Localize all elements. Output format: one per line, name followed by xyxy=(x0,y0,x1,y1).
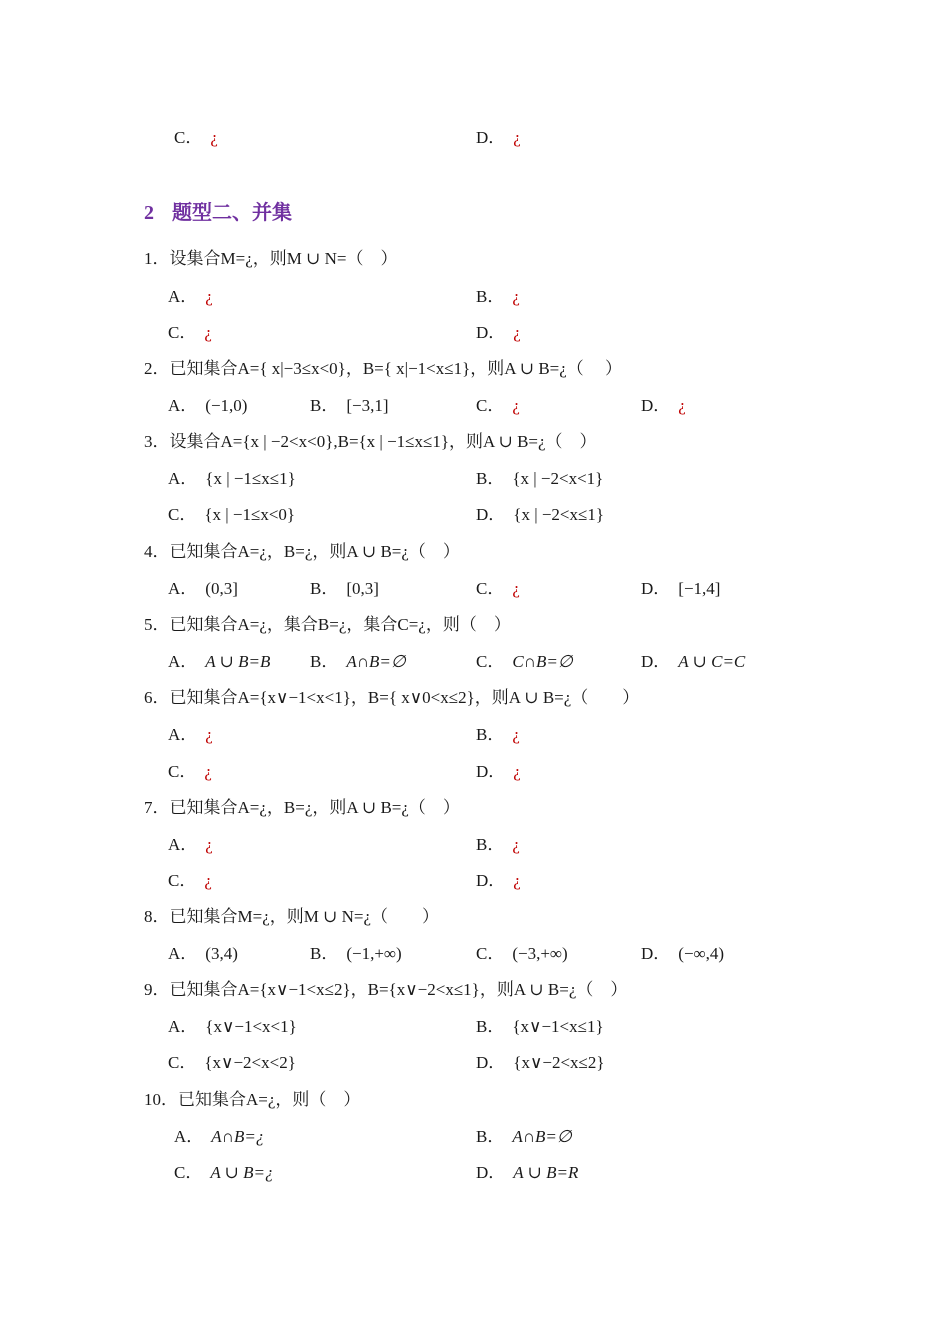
q5-option-b: B． A∩B=∅ xyxy=(310,652,406,671)
q2-option-a: A． (−1,0) xyxy=(168,396,248,415)
q2-option-b: B． [−3,1] xyxy=(310,396,389,415)
q3-option-b: B． {x | −2<x<1} xyxy=(476,469,604,488)
question-7: 7．已知集合A=¿，B=¿，则A ∪ B=¿（ ） xyxy=(144,798,460,817)
question-4: 4．已知集合A=¿，B=¿，则A ∪ B=¿（ ） xyxy=(144,542,460,561)
question-2: 2．已知集合A={ x|−3≤x<0}，B={ x|−1<x≤1}，则A ∪ B=¿（ ） xyxy=(144,359,623,378)
q10-option-a: A． A∩B=¿ xyxy=(174,1127,265,1146)
q5-option-c: C． C∩B=∅ xyxy=(476,652,573,671)
q9-option-d: D． {x∨−2<x≤2} xyxy=(476,1053,605,1072)
q10-option-c: C． A ∪ B=¿ xyxy=(174,1163,274,1182)
option-c: C． ¿ xyxy=(174,128,218,147)
q1-option-b: B． ¿ xyxy=(476,287,520,306)
question-3: 3．设集合A={x | −2<x<0},B={x | −1≤x≤1}，则A ∪ B=¿（ ） xyxy=(144,432,597,451)
q8-option-d: D． (−∞,4) xyxy=(641,944,725,963)
q7-option-a: A． ¿ xyxy=(168,835,213,854)
q6-option-b: B． ¿ xyxy=(476,725,520,744)
question-6: 6．已知集合A={x∨−1<x<1}，B={ x∨0<x≤2}，则A ∪ B=¿（ ） xyxy=(144,688,640,707)
q3-option-c: C． {x | −1≤x<0} xyxy=(168,505,296,524)
question-10: 10．已知集合A=¿，则（ ） xyxy=(144,1090,361,1109)
q2-option-d: D． ¿ xyxy=(641,396,686,415)
q7-option-c: C． ¿ xyxy=(168,871,212,890)
q7-option-b: B． ¿ xyxy=(476,835,520,854)
q6-option-a: A． ¿ xyxy=(168,725,213,744)
q4-option-a: A． (0,3] xyxy=(168,579,238,598)
question-5: 5．已知集合A=¿，集合B=¿，集合C=¿，则（ ） xyxy=(144,615,511,634)
q4-option-b: B． [0,3] xyxy=(310,579,379,598)
question-1: 1．设集合M=¿，则M ∪ N=（ ） xyxy=(144,249,398,268)
q1-option-a: A． ¿ xyxy=(168,287,213,306)
section-heading: 2 题型二、并集 xyxy=(144,200,292,224)
q2-option-c: C． ¿ xyxy=(476,396,520,415)
q10-option-d: D． A ∪ B=R xyxy=(476,1163,579,1182)
q6-option-d: D． ¿ xyxy=(476,762,521,781)
q8-option-b: B． (−1,+∞) xyxy=(310,944,402,963)
q8-option-c: C． (−3,+∞) xyxy=(476,944,568,963)
q10-option-b: B． A∩B=∅ xyxy=(476,1127,572,1146)
question-9: 9．已知集合A={x∨−1<x≤2}，B={x∨−2<x≤1}，则A ∪ B=¿（ ） xyxy=(144,980,628,999)
q9-option-a: A． {x∨−1<x<1} xyxy=(168,1017,297,1036)
q1-option-d: D． ¿ xyxy=(476,323,521,342)
q3-option-a: A． {x | −1≤x≤1} xyxy=(168,469,296,488)
q9-option-b: B． {x∨−1<x≤1} xyxy=(476,1017,604,1036)
q9-option-c: C． {x∨−2<x<2} xyxy=(168,1053,296,1072)
q4-option-c: C． ¿ xyxy=(476,579,520,598)
q6-option-c: C． ¿ xyxy=(168,762,212,781)
q3-option-d: D． {x | −2<x≤1} xyxy=(476,505,605,524)
option-d: D． ¿ xyxy=(476,128,521,147)
q8-option-a: A． (3,4) xyxy=(168,944,238,963)
q1-option-c: C． ¿ xyxy=(168,323,212,342)
q4-option-d: D． [−1,4] xyxy=(641,579,721,598)
question-8: 8．已知集合M=¿，则M ∪ N=¿（ ） xyxy=(144,907,440,926)
q5-option-d: D． A ∪ C=C xyxy=(641,652,746,671)
q7-option-d: D． ¿ xyxy=(476,871,521,890)
q5-option-a: A． A ∪ B=B xyxy=(168,652,271,671)
